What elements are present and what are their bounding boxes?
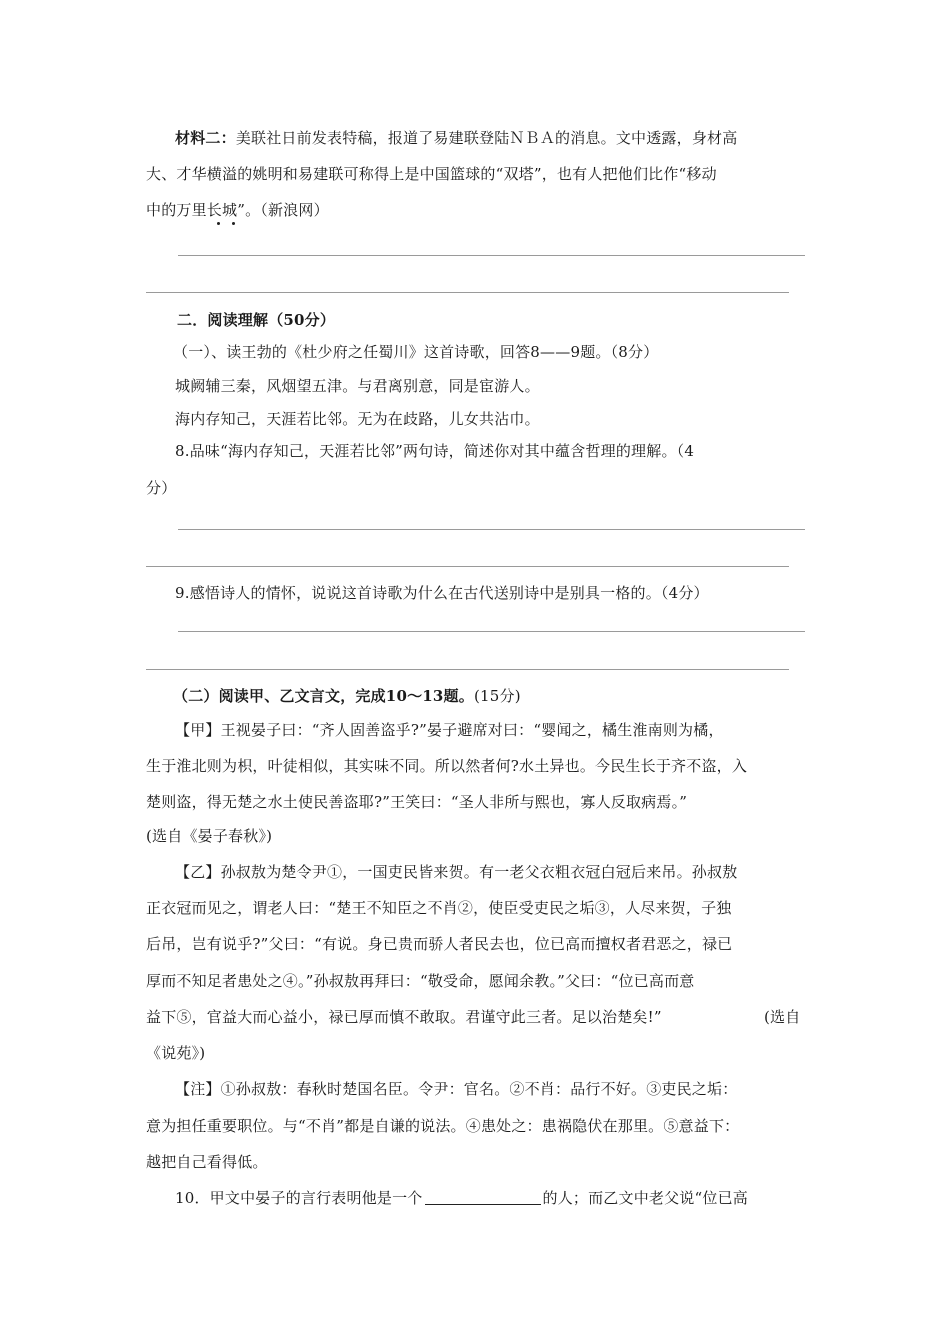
answer-line [178,529,805,530]
answer-line [178,631,805,632]
passage-yi-source-b: 《说苑》) [146,1044,206,1062]
passage-jia-line2: 生于淮北则为枳，叶徒相似，其实味不同。所以然者何?水土异也。今民生长于齐不盗，入 [146,757,748,775]
poem-line-1: 城阙辅三秦，风烟望五津。与君离别意，同是宦游人。 [175,377,540,395]
passage-jia-source: (选自《晏子春秋》) [146,827,273,845]
poem-line-2: 海内存知己，天涯若比邻。无为在歧路，儿女共沾巾。 [175,410,540,428]
part1-intro: （一）、读王勃的《杜少府之任蜀川》这首诗歌，回答8——9题。（8分） [173,343,659,361]
emphasis-dot [217,222,220,225]
passage-yi-line5: 益下⑤，官益大而心益小，禄已厚而慎不敢取。君谨守此三者。足以治楚矣!” [146,1008,662,1026]
answer-line [146,566,789,567]
passage-yi-line4: 厚而不知足者患处之④。”孙叔敖再拜曰：“敬受命，愿闻余教。”父曰：“位已高而意 [146,972,695,990]
question-10-text: 10．甲文中晏子的言行表明他是一个 [175,1189,423,1207]
question-10-cont: 的人；而乙文中老父说“位已高 [542,1189,748,1207]
question-10 [175,1188,748,1208]
passage-yi-line1: 【乙】孙叔敖为楚令尹①，一国吏民皆来贺。有一老父衣粗衣冠白冠后来吊。孙叔敖 [175,863,738,881]
passage-jia-line3: 楚则盗，得无楚之水土使民善盗耶?”王笑曰：“圣人非所与熙也，寡人反取病焉。” [146,793,688,811]
answer-line [146,292,789,293]
notes-line1: 【注】①孙叔敖：春秋时楚国名臣。令尹：官名。②不肖：品行不好。③吏民之垢： [175,1080,738,1098]
material2-label: 材料二： [175,129,236,147]
answer-line [146,669,789,670]
part2-intro [173,686,521,706]
notes-line2: 意为担任重要职位。与“不肖”都是自谦的说法。④患处之：患祸隐伏在那里。⑤意益下： [146,1117,740,1135]
material2-line1 [175,128,737,148]
emphasis-dot [232,222,235,225]
passage-jia-line1: 【甲】王视晏子曰：“齐人固善盗乎?”晏子避席对曰：“婴闻之，橘生淮南则为橘， [175,721,724,739]
material2-text: 美联社日前发表特稿，报道了易建联登陆ＮＢＡ的消息。文中透露，身材高 [235,129,738,147]
part2-intro-score: (15分) [473,687,521,705]
answer-blank[interactable] [425,1189,541,1205]
question-8-line1: 8.品味“海内存知己，天涯若比邻”两句诗，简述你对其中蕴含哲理的理解。（4 [175,442,695,460]
answer-line [178,255,805,256]
material2-line3: 中的万里长城”。（新浪网） [146,201,329,219]
section-heading: 二．阅读理解（50分） [177,311,336,329]
question-9: 9.感悟诗人的情怀，说说这首诗歌为什么在古代送别诗中是别具一格的。（4分） [175,584,709,602]
passage-yi-line3: 后吊，岂有说乎?”父曰：“有说。身已贵而骄人者民去也，位已高而擅权者君恶之，禄已 [146,935,733,953]
part2-intro-text: （二）阅读甲、乙文言文，完成10～13题。 [173,687,474,705]
material2-line2: 大、才华横溢的姚明和易建联可称得上是中国篮球的“双塔”，也有人把他们比作“移动 [146,165,717,183]
notes-line3: 越把自己看得低。 [146,1153,268,1171]
question-8-line2: 分） [146,479,177,497]
passage-yi-source-a: (选自 [764,1008,801,1026]
passage-yi-line2: 正衣冠而见之，谓老人曰：“楚王不知臣之不肖②，使臣受吏民之垢③，人尽来贺，子独 [146,899,732,917]
